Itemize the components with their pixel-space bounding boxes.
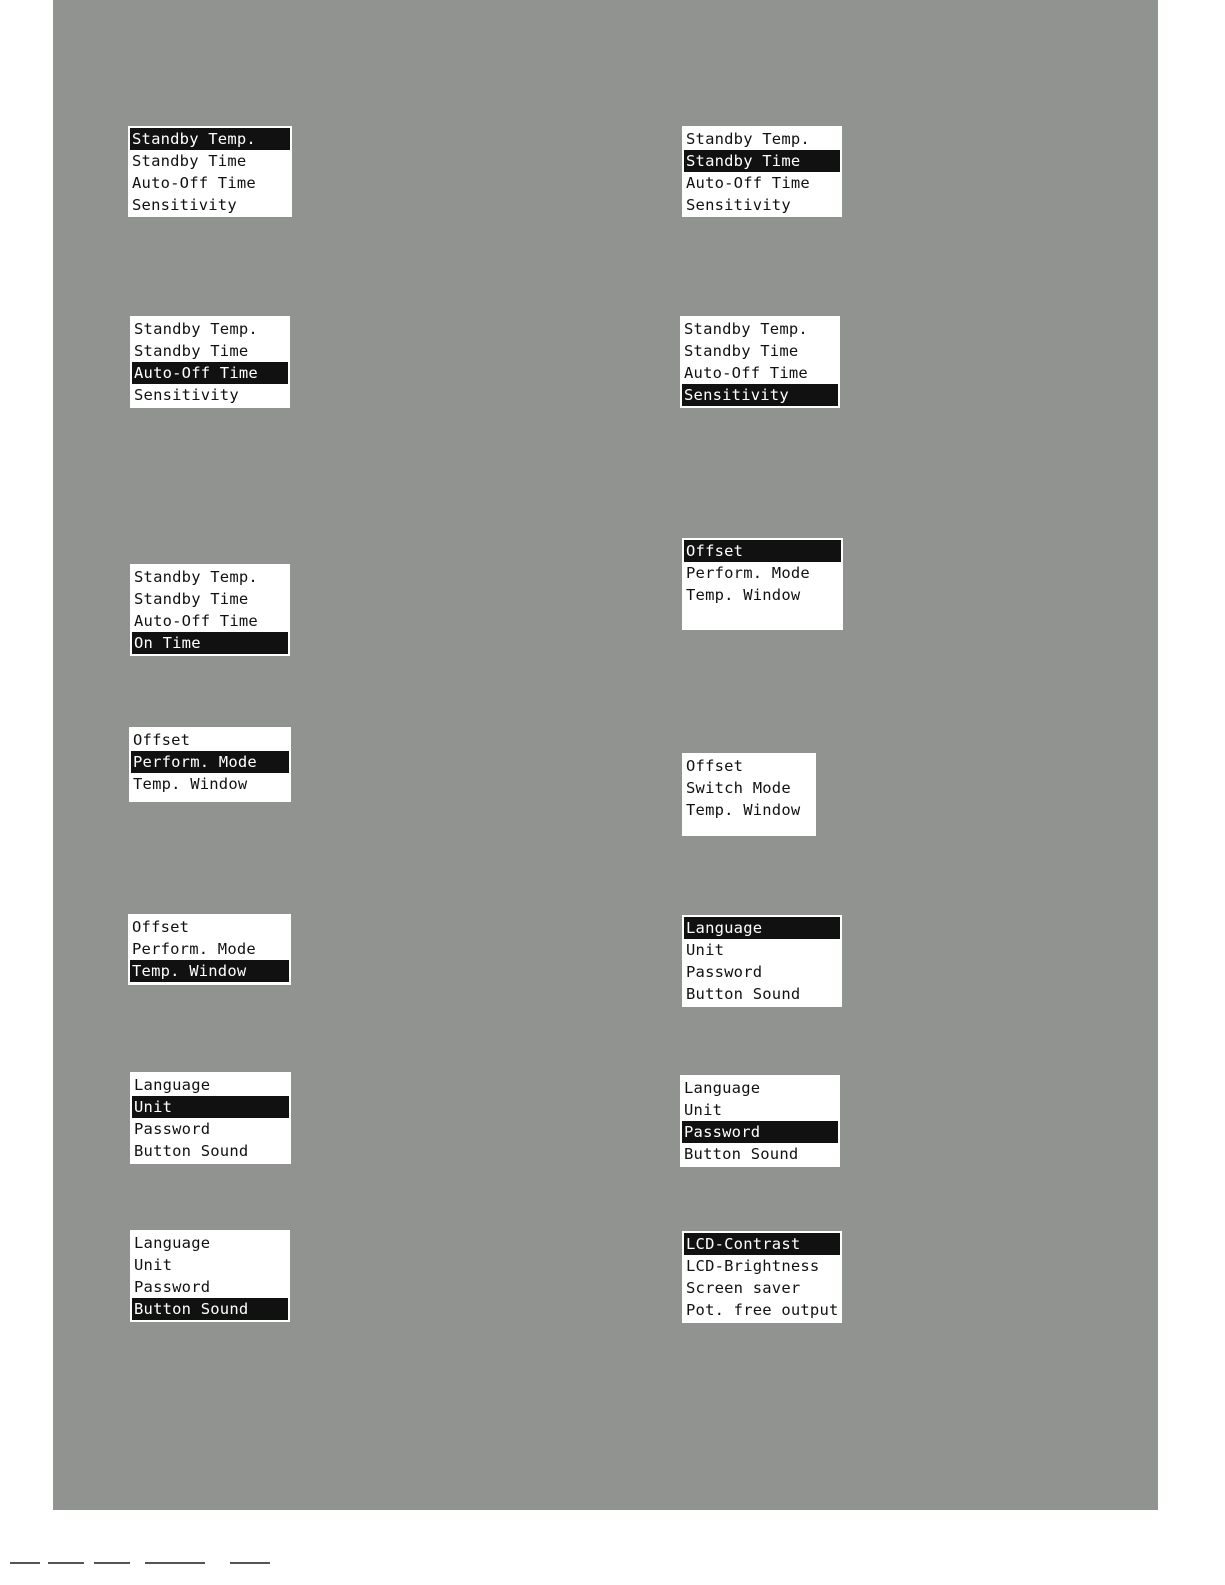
menu-item[interactable]: Password xyxy=(134,1120,211,1138)
menu-item[interactable]: Standby Time xyxy=(684,342,799,360)
menu-item[interactable]: Pot. free output xyxy=(686,1301,839,1319)
menu-item-selected[interactable]: Button Sound xyxy=(132,1298,288,1320)
menu-item[interactable]: Unit xyxy=(684,1101,723,1119)
menu-item[interactable]: Password xyxy=(686,963,763,981)
lcd-menu-screen xyxy=(682,753,816,836)
menu-item-selected[interactable]: Standby Temp. xyxy=(130,128,290,150)
menu-item-selected[interactable]: Perform. Mode xyxy=(131,751,289,773)
manual-page-panel xyxy=(53,0,1158,1510)
menu-item[interactable]: Screen saver xyxy=(686,1279,801,1297)
menu-item[interactable]: Language xyxy=(134,1076,211,1094)
menu-item[interactable]: Auto-Off Time xyxy=(686,174,810,192)
menu-item[interactable]: Unit xyxy=(686,941,725,959)
menu-item[interactable]: Offset xyxy=(132,918,190,936)
menu-item[interactable]: Sensitivity xyxy=(686,196,791,214)
menu-item[interactable]: Language xyxy=(134,1234,211,1252)
lcd-menu-screen xyxy=(682,915,842,1007)
menu-item-selected[interactable]: Standby Time xyxy=(684,150,840,172)
menu-item[interactable]: Switch Mode xyxy=(686,779,791,797)
menu-item-selected[interactable]: Offset xyxy=(684,540,841,562)
menu-item[interactable]: Temp. Window xyxy=(133,775,248,793)
menu-item[interactable]: Auto-Off Time xyxy=(132,174,256,192)
lcd-menu-screen xyxy=(128,126,292,217)
menu-item[interactable]: LCD-Brightness xyxy=(686,1257,820,1275)
menu-item-selected[interactable]: Auto-Off Time xyxy=(132,362,288,384)
menu-item[interactable]: Password xyxy=(134,1278,211,1296)
menu-item[interactable]: Perform. Mode xyxy=(132,940,256,958)
menu-item[interactable]: Sensitivity xyxy=(134,386,239,404)
menu-item-selected[interactable]: Language xyxy=(684,917,840,939)
lcd-menu-screen xyxy=(129,727,291,802)
menu-item[interactable]: Auto-Off Time xyxy=(134,612,258,630)
lcd-menu-screen xyxy=(130,1072,291,1164)
page-footer-marks xyxy=(0,1562,300,1568)
lcd-menu-screen xyxy=(682,538,843,630)
lcd-menu-screen xyxy=(130,316,290,408)
menu-item[interactable]: Auto-Off Time xyxy=(684,364,808,382)
menu-item-selected[interactable]: LCD-Contrast xyxy=(684,1233,840,1255)
menu-item-selected[interactable]: Sensitivity xyxy=(682,384,838,406)
menu-item[interactable]: Offset xyxy=(133,731,191,749)
menu-item[interactable]: Standby Temp. xyxy=(134,320,258,338)
menu-item[interactable]: Standby Temp. xyxy=(684,320,808,338)
menu-item[interactable]: Standby Temp. xyxy=(686,130,810,148)
menu-item[interactable]: Sensitivity xyxy=(132,196,237,214)
lcd-menu-screen xyxy=(680,1075,840,1167)
menu-item[interactable]: Offset xyxy=(686,757,744,775)
lcd-menu-screen xyxy=(680,316,840,408)
menu-item-selected[interactable]: On Time xyxy=(132,632,288,654)
menu-item[interactable]: Button Sound xyxy=(686,985,801,1003)
lcd-menu-screen xyxy=(130,1230,290,1322)
menu-item[interactable]: Language xyxy=(684,1079,761,1097)
menu-item[interactable]: Temp. Window xyxy=(686,801,801,819)
menu-item[interactable]: Standby Time xyxy=(134,342,249,360)
menu-item[interactable]: Unit xyxy=(134,1256,173,1274)
menu-item-selected[interactable]: Temp. Window xyxy=(130,960,289,982)
menu-item[interactable]: Button Sound xyxy=(684,1145,799,1163)
menu-item[interactable]: Button Sound xyxy=(134,1142,249,1160)
lcd-menu-screen xyxy=(682,126,842,217)
menu-item[interactable]: Standby Time xyxy=(132,152,247,170)
lcd-menu-screen xyxy=(682,1231,842,1323)
menu-item-selected[interactable]: Unit xyxy=(132,1096,289,1118)
lcd-menu-screen xyxy=(128,914,291,985)
menu-item[interactable]: Standby Time xyxy=(134,590,249,608)
menu-item[interactable]: Perform. Mode xyxy=(686,564,810,582)
lcd-menu-screen xyxy=(130,564,290,656)
menu-item[interactable]: Standby Temp. xyxy=(134,568,258,586)
menu-item[interactable]: Temp. Window xyxy=(686,586,801,604)
menu-item-selected[interactable]: Password xyxy=(682,1121,838,1143)
